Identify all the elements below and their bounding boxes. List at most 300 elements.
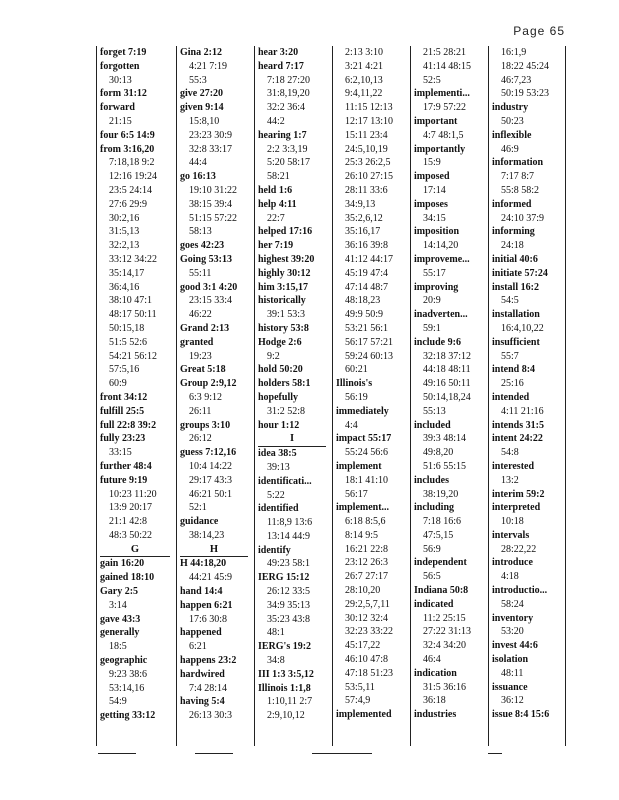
index-reference: 19:10 31:22 [189, 184, 238, 196]
index-term: imposes [414, 198, 448, 210]
index-reference: 18:1 41:10 [345, 474, 389, 486]
index-reference: 2:9,10,12 [267, 710, 305, 722]
index-term: given 9:14 [180, 102, 224, 114]
index-reference: 54:9 [109, 696, 127, 708]
index-reference: 41:12 44:17 [345, 253, 394, 265]
index-reference: 47:5,15 [423, 529, 454, 541]
index-term: issue 8:4 15:6 [492, 709, 550, 721]
index-term: implementi... [414, 88, 470, 100]
index-term: intent 24:22 [492, 433, 543, 445]
index-reference: 7:4 28:14 [189, 682, 228, 694]
index-reference: 24:10 37:9 [501, 212, 545, 224]
section-letter: H [180, 543, 248, 558]
index-term: Hodge 2:6 [258, 336, 302, 348]
index-term: install 16:2 [492, 281, 539, 293]
index-reference: 41:14 48:15 [423, 60, 472, 72]
index-reference: 49:23 58:1 [267, 558, 311, 570]
index-reference: 24:5,10,19 [345, 143, 388, 155]
index-reference: 48:11 [501, 667, 524, 679]
index-reference: 33:15 [109, 447, 132, 459]
index-reference: 50:23 [501, 115, 524, 127]
index-term: indication [414, 667, 457, 679]
index-reference: 16:1,9 [501, 47, 527, 58]
index-term: good 3:1 4:20 [180, 281, 238, 293]
index-reference: 9:23 38:6 [109, 668, 148, 680]
index-reference: 26:7 27:17 [345, 571, 389, 583]
index-term: from 3:16,20 [100, 143, 155, 155]
index-reference: 2:13 3:10 [345, 47, 384, 58]
index-reference: 45:19 47:4 [345, 267, 389, 279]
index-reference: 31:8,19,20 [267, 88, 310, 100]
index-reference: 46:21 50:1 [189, 488, 233, 500]
index-reference: 32:8 33:17 [189, 143, 233, 155]
index-reference: 46:4 [423, 654, 441, 666]
index-term: Illinois 1:1,8 [258, 682, 311, 694]
index-reference: 4:18 [501, 571, 519, 583]
index-term: happen 6:21 [180, 599, 233, 611]
index-term: idea 38:5 [258, 448, 297, 460]
index-reference: 6:2,10,13 [345, 74, 383, 86]
index-reference: 14:14,20 [423, 240, 459, 252]
section-letter: I [258, 432, 326, 447]
index-reference: 32:2 36:4 [267, 102, 306, 114]
index-term: improving [414, 281, 459, 293]
index-term: give 27:20 [180, 88, 224, 100]
index-reference: 28:11 33:6 [345, 184, 388, 196]
index-term: impact 55:17 [336, 433, 392, 445]
index-term: intends 31:5 [492, 419, 544, 431]
index-reference: 7:18 27:20 [267, 74, 311, 86]
index-term: include 9:6 [414, 336, 461, 348]
index-term: intend 8:4 [492, 364, 536, 376]
index-term: groups 3:10 [180, 419, 231, 431]
index-reference: 34:8 [267, 655, 285, 667]
page-number: Page 65 [513, 24, 565, 38]
index-term: initiate 57:24 [492, 267, 548, 279]
index-reference: 9:4,11,22 [345, 88, 383, 100]
index-reference: 10:18 [501, 516, 524, 528]
index-column-2 [176, 46, 254, 746]
index-reference: 9:2 [267, 350, 280, 362]
index-reference: 6:21 [189, 641, 207, 653]
index-term: held 1:6 [258, 184, 293, 196]
index-term: highly 30:12 [258, 267, 311, 279]
index-reference: 4:21 7:19 [189, 60, 228, 72]
index-reference: 56:19 [345, 391, 368, 403]
index-reference: 48:3 50:22 [109, 529, 153, 541]
index-reference: 32:18 37:12 [423, 350, 472, 362]
index-reference: 56:9 [423, 543, 441, 555]
index-term: geographic [100, 655, 148, 667]
index-term: informing [492, 226, 535, 238]
index-term: including [414, 502, 455, 514]
index-reference: 35:16,17 [345, 226, 381, 238]
index-term: gave 43:3 [100, 613, 141, 625]
index-reference: 13:2 [501, 474, 519, 486]
index-reference: 11:2 25:15 [423, 612, 466, 624]
index-reference: 34:9,13 [345, 198, 376, 210]
index-term: four 6:5 14:9 [100, 129, 155, 141]
index-term: goes 42:23 [180, 240, 225, 252]
index-reference: 35:2,6,12 [345, 212, 383, 224]
index-term: guess 7:12,16 [180, 447, 237, 459]
index-term: history 53:8 [258, 322, 309, 334]
index-term: industries [414, 709, 457, 721]
index-term: informed [492, 198, 532, 210]
index-reference: 8:14 9:5 [345, 529, 379, 541]
index-reference: 7:18,18 9:2 [109, 157, 155, 169]
index-reference: 15:8,10 [189, 115, 220, 127]
index-reference: 44:4 [189, 157, 207, 169]
index-reference: 52:5 [423, 74, 441, 86]
index-term: importantly [414, 143, 466, 155]
index-reference: 31:5,13 [109, 226, 140, 238]
index-reference: 16:21 22:8 [345, 543, 389, 555]
index-term: hour 1:12 [258, 419, 300, 431]
index-reference: 38:10 47:1 [109, 295, 153, 307]
index-reference: 30:2,16 [109, 212, 140, 224]
index-reference: 29:17 43:3 [189, 474, 233, 486]
index-term: getting 33:12 [100, 710, 156, 722]
index-term: implement [336, 460, 382, 472]
index-reference: 48:17 50:11 [109, 309, 157, 321]
index-reference: 7:17 8:7 [501, 171, 535, 183]
index-reference: 52:1 [189, 502, 207, 514]
index-reference: 45:17,22 [345, 640, 381, 652]
index-reference: 36:16 39:8 [345, 240, 389, 252]
index-reference: 59:1 [423, 322, 441, 334]
index-reference: 26:11 [189, 405, 212, 417]
index-reference: 48:18,23 [345, 295, 381, 307]
index-term: Illinois's [336, 378, 373, 390]
index-reference: 55:17 [423, 267, 446, 279]
index-reference: 54:8 [501, 447, 519, 459]
index-reference: 31:5 36:16 [423, 681, 467, 693]
index-reference: 6:18 8:5,6 [345, 516, 386, 528]
index-term: historically [258, 295, 306, 307]
index-term: highest 39:20 [258, 253, 315, 265]
index-columns [96, 46, 566, 746]
index-term: Great 5:18 [180, 364, 226, 376]
index-term: granted [180, 336, 214, 348]
index-reference: 22:7 [267, 212, 285, 224]
index-term: holders 58:1 [258, 378, 311, 390]
index-term: interested [492, 460, 535, 472]
index-reference: 55:11 [189, 267, 212, 279]
index-reference: 32:2,13 [109, 240, 140, 252]
index-reference: 38:15 39:4 [189, 198, 233, 210]
index-reference: 55:13 [423, 405, 446, 417]
index-term: IERG 15:12 [258, 572, 310, 584]
index-reference: 4:4 [345, 419, 358, 431]
index-term: insufficient [492, 336, 540, 348]
index-reference: 29:2,5,7,11 [345, 598, 390, 610]
index-term: III 1:3 3:5,12 [258, 668, 314, 680]
index-term: industry [492, 102, 529, 114]
index-reference: 28:10,20 [345, 585, 381, 597]
index-term: forgotten [100, 60, 140, 72]
index-reference: 15:11 23:4 [345, 129, 388, 141]
index-reference: 48:1 [267, 627, 285, 639]
index-term: happens 23:2 [180, 655, 237, 667]
index-term: hardwired [180, 668, 225, 680]
index-term: independent [414, 557, 467, 569]
index-term: future 9:19 [100, 474, 148, 486]
footer-rule [488, 753, 502, 754]
index-reference: 13:14 44:9 [267, 530, 311, 542]
index-term: identificati... [258, 475, 312, 487]
index-term: fulfill 25:5 [100, 405, 145, 417]
index-reference: 47:14 48:7 [345, 281, 389, 293]
index-term: included [414, 419, 451, 431]
index-reference: 11:15 12:13 [345, 102, 393, 114]
index-reference: 23:5 24:14 [109, 184, 153, 196]
index-term: guidance [180, 516, 219, 528]
index-reference: 2:2 3:3,19 [267, 143, 308, 155]
index-reference: 12:17 13:10 [345, 115, 394, 127]
index-reference: 18:5 [109, 641, 127, 653]
index-reference: 13:9 20:17 [109, 502, 153, 514]
index-reference: 23:15 33:4 [189, 295, 233, 307]
index-term: implemented [336, 709, 392, 721]
index-reference: 51:5 52:6 [109, 336, 148, 348]
index-term: having 5:4 [180, 696, 225, 708]
index-reference: 53:14,16 [109, 682, 145, 694]
index-term: inadverten... [414, 309, 468, 321]
index-term: forward [100, 102, 135, 114]
index-reference: 3:21 4:21 [345, 60, 384, 72]
index-term: hopefully [258, 391, 299, 403]
index-reference: 3:14 [109, 599, 127, 611]
index-reference: 46:9 [501, 143, 519, 155]
index-term: invest 44:6 [492, 640, 538, 652]
index-column-4 [332, 46, 410, 746]
index-reference: 54:5 [501, 295, 519, 307]
index-reference: 55:8 58:2 [501, 184, 540, 196]
index-reference: 46:10 47:8 [345, 654, 389, 666]
index-column-3 [254, 46, 332, 746]
index-term: initial 40:6 [492, 253, 538, 265]
footer-rule [98, 753, 136, 754]
index-reference: 39:3 48:14 [423, 433, 467, 445]
index-term: Gary 2:5 [100, 586, 139, 598]
index-term: indicated [414, 598, 454, 610]
index-reference: 55:24 56:6 [345, 447, 389, 459]
index-term: introductio... [492, 585, 548, 597]
index-reference: 17:6 30:8 [189, 613, 228, 625]
index-reference: 36:18 [423, 695, 446, 707]
index-reference: 17:9 57:22 [423, 102, 467, 114]
index-term: heard 7:17 [258, 60, 304, 72]
index-term: information [492, 157, 544, 169]
index-reference: 27:22 31:13 [423, 626, 472, 638]
index-term: help 4:11 [258, 198, 297, 210]
index-reference: 50:15,18 [109, 322, 145, 334]
index-term: inflexible [492, 129, 532, 141]
index-term: helped 17:16 [258, 226, 313, 238]
index-reference: 11:8,9 13:6 [267, 517, 313, 529]
index-term: hearing 1:7 [258, 129, 307, 141]
index-term: identified [258, 503, 299, 515]
index-reference: 51:15 57:22 [189, 212, 238, 224]
index-reference: 49:9 50:9 [345, 309, 384, 321]
index-reference: 20:9 [423, 295, 441, 307]
index-reference: 34:15 [423, 212, 446, 224]
index-reference: 31:2 52:8 [267, 405, 306, 417]
index-term: Going 53:13 [180, 253, 232, 265]
index-term: hear 3:20 [258, 47, 299, 58]
index-reference: 55:7 [501, 350, 519, 362]
index-term: Gina 2:12 [180, 47, 222, 58]
index-term: improveme... [414, 253, 470, 265]
index-term: intended [492, 391, 530, 403]
index-reference: 30:12 32:4 [345, 612, 389, 624]
index-term: Grand 2:13 [180, 322, 230, 334]
index-reference: 25:3 26:2,5 [345, 157, 391, 169]
index-term: imposition [414, 226, 460, 238]
index-reference: 58:24 [501, 598, 524, 610]
index-term: installation [492, 309, 540, 321]
index-term: H 44:18,20 [180, 558, 227, 570]
index-reference: 21:5 28:21 [423, 47, 467, 58]
index-reference: 7:18 16:6 [423, 516, 462, 528]
index-reference: 58:21 [267, 171, 290, 183]
index-term: happened [180, 627, 222, 639]
index-term: introduce [492, 557, 533, 569]
index-term: further 48:4 [100, 460, 152, 472]
index-term: forget 7:19 [100, 47, 147, 58]
index-term: implement... [336, 502, 390, 514]
index-term: important [414, 115, 458, 127]
index-reference: 56:17 57:21 [345, 336, 394, 348]
index-reference: 53:5,11 [345, 681, 375, 693]
index-reference: 6:3 9:12 [189, 391, 223, 403]
index-term: him 3:15,17 [258, 281, 308, 293]
index-reference: 47:18 51:23 [345, 667, 394, 679]
footer-rule [195, 753, 233, 754]
index-term: inventory [492, 612, 534, 624]
index-reference: 36:12 [501, 695, 524, 707]
section-letter: G [100, 543, 170, 558]
index-reference: 44:18 48:11 [423, 364, 471, 376]
index-reference: 4:7 48:1,5 [423, 129, 464, 141]
index-reference: 19:23 [189, 350, 212, 362]
index-reference: 25:16 [501, 378, 524, 390]
index-reference: 60:9 [109, 378, 127, 390]
index-reference: 23:12 26:3 [345, 557, 389, 569]
index-term: imposed [414, 171, 450, 183]
index-reference: 32:23 33:22 [345, 626, 394, 638]
index-term: gained 18:10 [100, 572, 155, 584]
index-reference: 39:13 [267, 461, 290, 473]
index-reference: 59:24 60:13 [345, 350, 394, 362]
index-reference: 5:22 [267, 489, 285, 501]
index-term: form 31:12 [100, 88, 147, 100]
index-reference: 36:4,16 [109, 281, 140, 293]
index-reference: 16:4,10,22 [501, 322, 544, 334]
index-reference: 53:20 [501, 626, 524, 638]
index-reference: 44:2 [267, 115, 285, 127]
index-reference: 44:21 45:9 [189, 572, 233, 584]
index-term: Indiana 50:8 [414, 585, 469, 597]
index-reference: 57:4,9 [345, 695, 371, 707]
index-reference: 57:5,16 [109, 364, 140, 376]
index-reference: 18:22 45:24 [501, 60, 550, 72]
index-term: her 7:19 [258, 240, 294, 252]
index-term: go 16:13 [180, 171, 216, 183]
index-reference: 34:9 35:13 [267, 599, 311, 611]
index-reference: 26:12 33:5 [267, 586, 311, 598]
index-term: Group 2:9,12 [180, 378, 237, 390]
index-term: includes [414, 474, 450, 486]
index-reference: 49:16 50:11 [423, 378, 471, 390]
index-reference: 10:23 11:20 [109, 488, 157, 500]
index-reference: 26:12 [189, 433, 212, 445]
index-term: isolation [492, 654, 529, 666]
index-reference: 26:10 27:15 [345, 171, 394, 183]
index-term: gain 16:20 [100, 558, 145, 570]
index-reference: 15:9 [423, 157, 441, 169]
index-reference: 32:4 34:20 [423, 640, 467, 652]
index-reference: 51:6 55:15 [423, 460, 467, 472]
index-reference: 46:22 [189, 309, 212, 321]
index-reference: 21:1 42:8 [109, 516, 148, 528]
index-reference: 56:17 [345, 488, 368, 500]
index-reference: 35:23 43:8 [267, 613, 311, 625]
index-reference: 12:16 19:24 [109, 171, 158, 183]
index-term: issuance [492, 681, 528, 693]
index-reference: 23:23 30:9 [189, 129, 233, 141]
index-term: IERG's 19:2 [258, 641, 312, 653]
index-column-6 [488, 46, 566, 746]
index-reference: 58:13 [189, 226, 212, 238]
index-reference: 55:3 [189, 74, 207, 86]
index-reference: 38:19,20 [423, 488, 459, 500]
index-reference: 50:14,18,24 [423, 391, 471, 403]
index-reference: 17:14 [423, 184, 446, 196]
index-term: interim 59:2 [492, 488, 545, 500]
index-term: immediately [336, 405, 389, 417]
index-reference: 49:8,20 [423, 447, 454, 459]
index-reference: 53:21 56:1 [345, 322, 389, 334]
index-term: front 34:12 [100, 391, 148, 403]
index-term: fully 23:23 [100, 433, 146, 445]
index-column-1 [96, 46, 176, 746]
index-reference: 5:20 58:17 [267, 157, 311, 169]
index-reference: 38:14,23 [189, 529, 225, 541]
index-reference: 54:21 56:12 [109, 350, 158, 362]
index-reference: 56:5 [423, 571, 441, 583]
index-reference: 60:21 [345, 364, 368, 376]
index-reference: 24:18 [501, 240, 524, 252]
index-term: hand 14:4 [180, 586, 223, 598]
index-reference: 10:4 14:22 [189, 460, 233, 472]
index-reference: 26:13 30:3 [189, 710, 233, 722]
index-reference: 27:6 29:9 [109, 198, 148, 210]
index-term: hold 50:20 [258, 364, 303, 376]
index-term: interpreted [492, 502, 541, 514]
index-reference: 46:7,23 [501, 74, 532, 86]
index-term: intervals [492, 529, 530, 541]
index-reference: 21:15 [109, 115, 132, 127]
index-reference: 1:10,11 2:7 [267, 696, 313, 708]
index-reference: 35:14,17 [109, 267, 145, 279]
index-reference: 4:11 21:16 [501, 405, 544, 417]
index-column-5 [410, 46, 488, 746]
index-reference: 30:13 [109, 74, 132, 86]
footer-rule [312, 753, 372, 754]
index-term: identify [258, 544, 291, 556]
